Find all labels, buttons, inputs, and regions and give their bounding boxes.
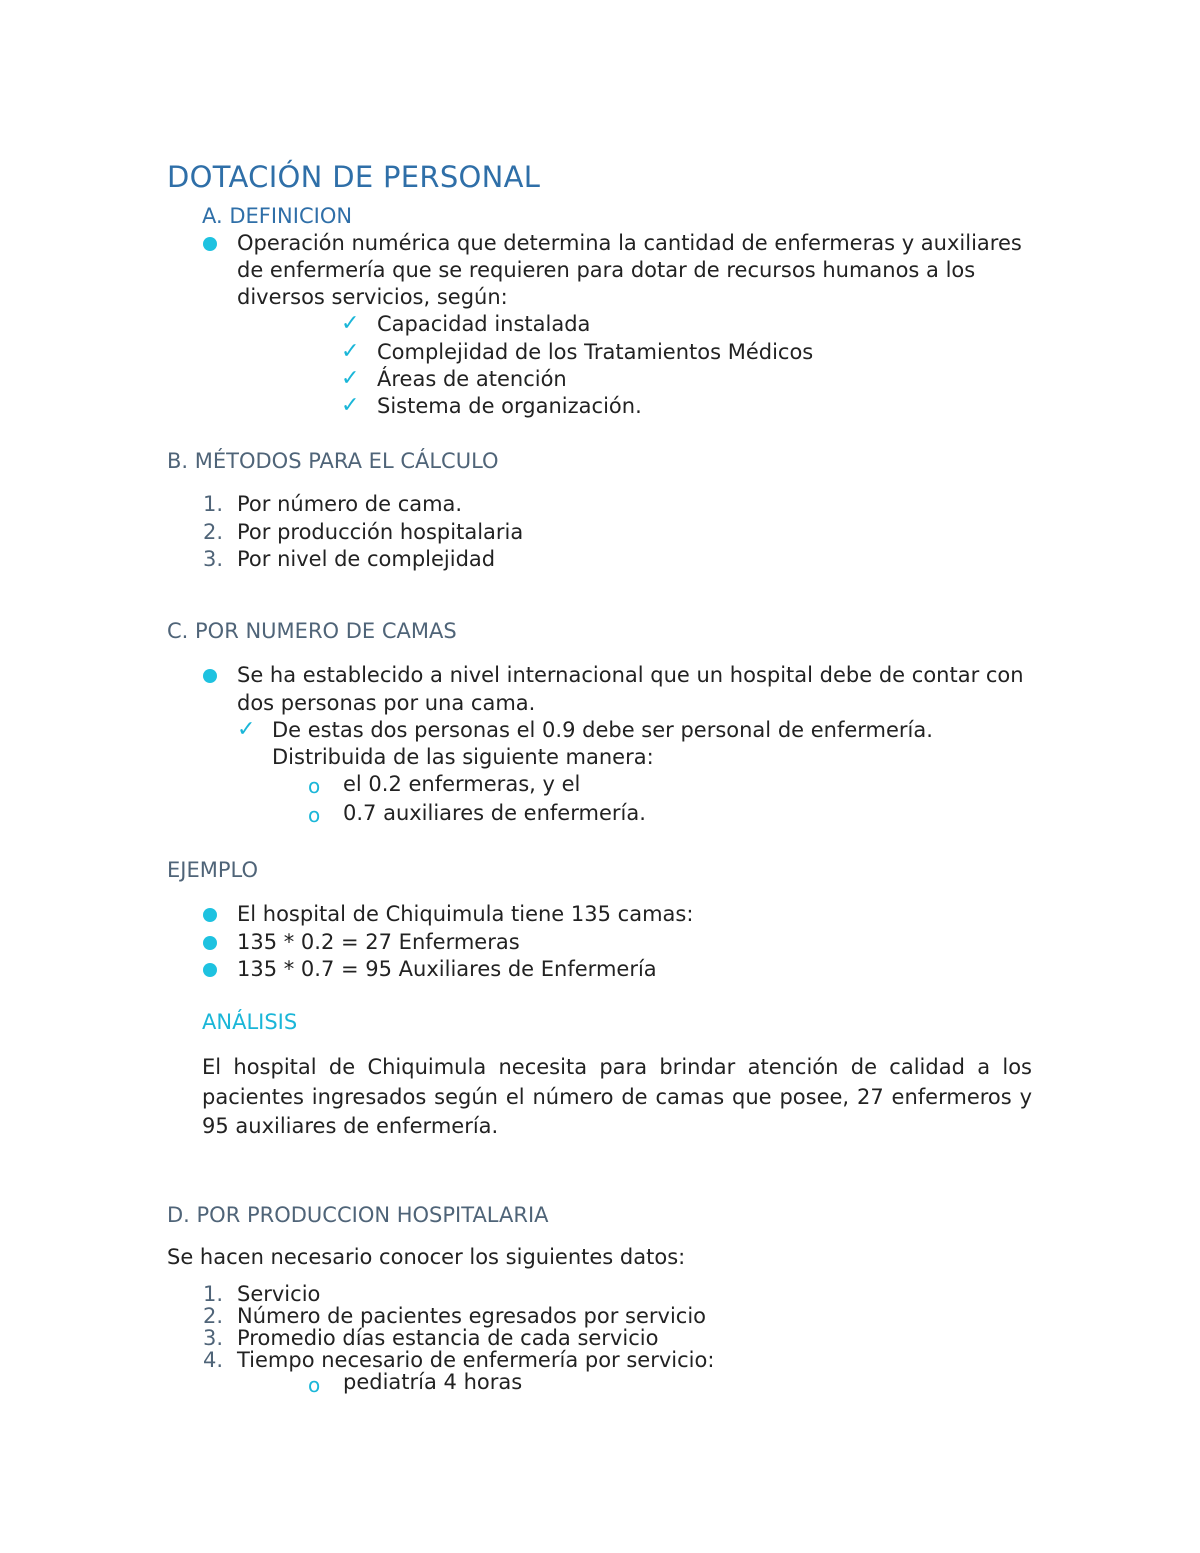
- analysis-heading: ANÁLISIS: [202, 1010, 298, 1034]
- list-item: Tiempo necesario de enfermería por servicio:: [237, 1348, 715, 1372]
- example-item: El hospital de Chiquimula tiene 135 camas:: [237, 902, 694, 926]
- bullet-icon: [203, 908, 217, 922]
- check-item: Sistema de organización.: [377, 394, 642, 418]
- section-c-text-line: Se ha establecido a nivel internacional que un hospital debe de contar con: [237, 663, 1024, 687]
- bullet-icon: [203, 237, 217, 251]
- sub-item: pediatría 4 horas: [343, 1370, 523, 1394]
- list-item: Por nivel de complejidad: [237, 547, 496, 571]
- section-c-check-line: De estas dos personas el 0.9 debe ser personal de enfermería.: [272, 718, 933, 742]
- section-a-text-line: Operación numérica que determina la cantidad de enfermeras y auxiliares: [237, 231, 1022, 255]
- section-d-heading: D. POR PRODUCCION HOSPITALARIA: [167, 1203, 549, 1227]
- list-item: Por producción hospitalaria: [237, 520, 524, 544]
- list-item: Promedio días estancia de cada servicio: [237, 1326, 659, 1350]
- list-number: 1.: [203, 1282, 224, 1306]
- list-number: 2.: [203, 520, 224, 544]
- example-item: 135 * 0.7 = 95 Auxiliares de Enfermería: [237, 957, 657, 981]
- section-d-intro: Se hacen necesario conocer los siguientes datos:: [167, 1245, 686, 1269]
- list-item: Por número de cama.: [237, 492, 463, 516]
- checkmark-icon: ✓: [341, 393, 360, 418]
- sub-item: el 0.2 enfermeras, y el: [343, 772, 581, 796]
- checkmark-icon: ✓: [341, 339, 360, 364]
- check-item: Complejidad de los Tratamientos Médicos: [377, 340, 814, 364]
- list-item: Número de pacientes egresados por servicio: [237, 1304, 707, 1328]
- list-item: Servicio: [237, 1282, 321, 1306]
- bullet-icon: [203, 669, 217, 683]
- list-number: 4.: [203, 1348, 224, 1372]
- list-number: 3.: [203, 1326, 224, 1350]
- page-title: DOTACIÓN DE PERSONAL: [167, 160, 541, 194]
- section-c-check-line: Distribuida de las siguiente manera:: [272, 745, 654, 769]
- checkmark-icon: ✓: [341, 311, 360, 336]
- section-a-text-line: de enfermería que se requieren para dotar de recursos humanos a los: [237, 258, 976, 282]
- circle-bullet-icon: o: [308, 774, 321, 798]
- analysis-line: 95 auxiliares de enfermería.: [202, 1114, 499, 1138]
- sub-item: 0.7 auxiliares de enfermería.: [343, 801, 646, 825]
- check-item: Capacidad instalada: [377, 312, 591, 336]
- analysis-line: pacientes ingresados según el número de camas que posee, 27 enfermeros y: [202, 1085, 1032, 1109]
- section-c-heading: C. POR NUMERO DE CAMAS: [167, 619, 457, 643]
- example-heading: EJEMPLO: [167, 858, 258, 882]
- checkmark-icon: ✓: [237, 717, 256, 742]
- list-number: 2.: [203, 1304, 224, 1328]
- bullet-icon: [203, 963, 217, 977]
- check-item: Áreas de atención: [377, 367, 567, 391]
- circle-bullet-icon: o: [308, 803, 321, 827]
- section-c-text-line: dos personas por una cama.: [237, 691, 536, 715]
- circle-bullet-icon: o: [308, 1373, 321, 1397]
- checkmark-icon: ✓: [341, 366, 360, 391]
- section-a-heading: A. DEFINICION: [202, 204, 353, 228]
- bullet-icon: [203, 936, 217, 950]
- example-item: 135 * 0.2 = 27 Enfermeras: [237, 930, 520, 954]
- list-number: 3.: [203, 547, 224, 571]
- section-b-heading: B. MÉTODOS PARA EL CÁLCULO: [167, 449, 499, 473]
- list-number: 1.: [203, 492, 224, 516]
- analysis-line: El hospital de Chiquimula necesita para brindar atención de calidad a los: [202, 1055, 1032, 1079]
- section-a-text-line: diversos servicios, según:: [237, 285, 508, 309]
